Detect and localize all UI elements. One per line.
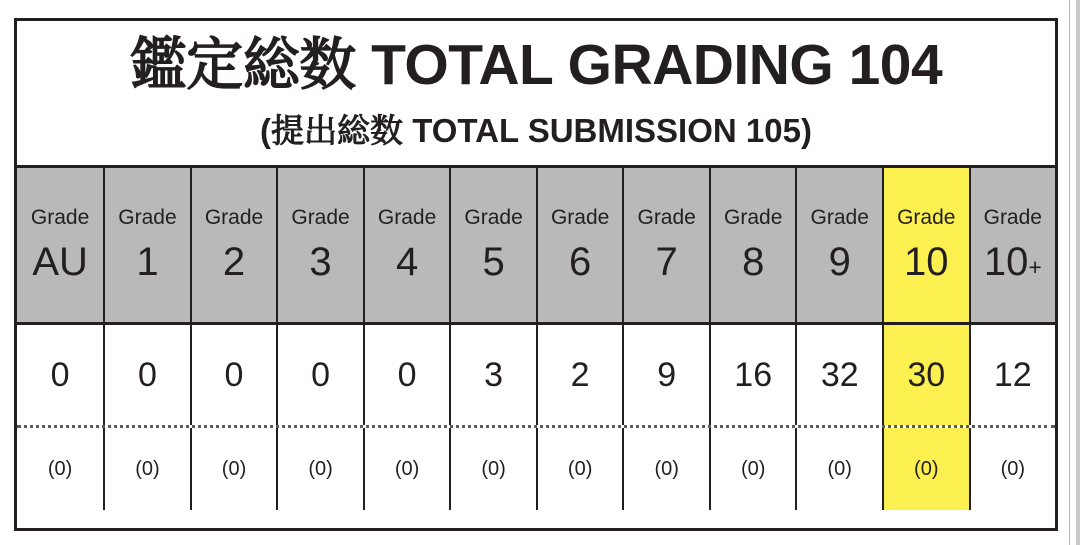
grade-value: 1 xyxy=(136,240,159,285)
count-value: 2 xyxy=(570,355,590,394)
count-cell-10-plus xyxy=(971,325,1056,425)
paren-value: (0) xyxy=(135,457,160,480)
count-value: 3 xyxy=(484,355,504,394)
paren-value: (0) xyxy=(740,457,766,480)
grade-value: 3 xyxy=(309,240,332,285)
grade-distribution-table xyxy=(17,168,1055,528)
paren-cell-5 xyxy=(451,428,538,510)
grade-header-3 xyxy=(278,168,365,322)
count-cell-5 xyxy=(451,325,538,425)
paren-cell-1 xyxy=(105,428,192,510)
count-value: 9 xyxy=(657,355,677,394)
grade-label: Grade xyxy=(204,206,264,230)
count-cell-7 xyxy=(624,325,711,425)
count-value: 30 xyxy=(907,355,946,394)
paren-value: (0) xyxy=(308,457,333,480)
count-cell-au xyxy=(17,325,105,425)
paren-value: (0) xyxy=(221,457,247,480)
paren-cell-9 xyxy=(797,428,884,510)
count-cell-9 xyxy=(797,325,884,425)
count-cell-2 xyxy=(192,325,279,425)
paren-cell-2 xyxy=(192,428,279,510)
grade-header-au xyxy=(17,168,105,322)
grade-label: Grade xyxy=(897,206,956,230)
paren-cell-7 xyxy=(624,428,711,510)
paren-value: (0) xyxy=(567,457,593,480)
grade-label: Grade xyxy=(30,206,90,230)
grade-header-6 xyxy=(538,168,625,322)
count-value: 0 xyxy=(311,355,330,394)
paren-cell-au xyxy=(17,428,105,510)
grade-label: Grade xyxy=(983,206,1042,230)
count-value: 0 xyxy=(50,355,70,394)
count-cell-8 xyxy=(711,325,798,425)
grade-value: 4 xyxy=(395,240,419,285)
grade-value: 7 xyxy=(655,240,678,285)
grade-header-10-plus xyxy=(971,168,1056,322)
grade-value: 9 xyxy=(828,240,851,285)
paren-value: (0) xyxy=(827,457,852,480)
paren-value: (0) xyxy=(47,457,73,480)
paren-cell-3 xyxy=(278,428,365,510)
grade-value: 10 xyxy=(904,240,949,285)
paren-cell-8 xyxy=(711,428,798,510)
table-header-row xyxy=(17,168,1055,325)
count-cell-6 xyxy=(538,325,625,425)
count-value: 12 xyxy=(993,355,1032,394)
page-right-edge-shadow xyxy=(1076,0,1080,545)
count-cell-3 xyxy=(278,325,365,425)
card-header xyxy=(17,21,1055,168)
count-value: 0 xyxy=(397,355,417,394)
grade-header-5 xyxy=(451,168,538,322)
count-value: 16 xyxy=(734,355,773,394)
grade-header-8 xyxy=(711,168,798,322)
grade-label: Grade xyxy=(810,206,869,230)
grade-header-7 xyxy=(624,168,711,322)
paren-cell-10-plus xyxy=(971,428,1056,510)
grade-value: 8 xyxy=(742,240,765,285)
count-value: 32 xyxy=(820,355,859,394)
count-value: 0 xyxy=(138,355,157,394)
grade-suffix: + xyxy=(1028,254,1042,281)
grade-header-2 xyxy=(192,168,279,322)
grade-label: Grade xyxy=(291,206,350,230)
paren-value: (0) xyxy=(394,457,420,480)
paren-value: (0) xyxy=(481,457,506,480)
row-divider-dotted xyxy=(17,425,1055,428)
paren-value: (0) xyxy=(1000,457,1026,480)
grade-label: Grade xyxy=(377,206,437,230)
grade-value: AU xyxy=(32,240,88,285)
grade-value: 6 xyxy=(569,240,592,285)
table-count-row xyxy=(17,325,1055,425)
paren-cell-6 xyxy=(538,428,625,510)
grade-label: Grade xyxy=(724,206,783,230)
grade-value: 5 xyxy=(482,240,505,285)
grade-label: Grade xyxy=(637,206,696,230)
count-value: 0 xyxy=(224,355,244,394)
grade-value: 2 xyxy=(222,240,246,285)
count-cell-1 xyxy=(105,325,192,425)
paren-value: (0) xyxy=(914,457,939,480)
grade-label: Grade xyxy=(464,206,523,230)
page-title: 鑑定総数 TOTAL GRADING 104 xyxy=(129,33,943,97)
grade-header-1 xyxy=(105,168,192,322)
grade-value xyxy=(983,240,1042,285)
grade-header-10 xyxy=(884,168,971,322)
count-cell-4 xyxy=(365,325,452,425)
paren-cell-4 xyxy=(365,428,452,510)
page-subtitle: (提出総数 TOTAL SUBMISSION 105) xyxy=(260,111,812,149)
grade-header-9 xyxy=(797,168,884,322)
grading-summary-card xyxy=(14,18,1058,531)
grade-label: Grade xyxy=(118,206,177,230)
paren-cell-10 xyxy=(884,428,971,510)
table-paren-row xyxy=(17,428,1055,510)
grade-label: Grade xyxy=(550,206,610,230)
grade-value-text: 10 xyxy=(983,240,1029,285)
paren-value: (0) xyxy=(654,457,679,480)
grade-header-4 xyxy=(365,168,452,322)
count-cell-10 xyxy=(884,325,971,425)
